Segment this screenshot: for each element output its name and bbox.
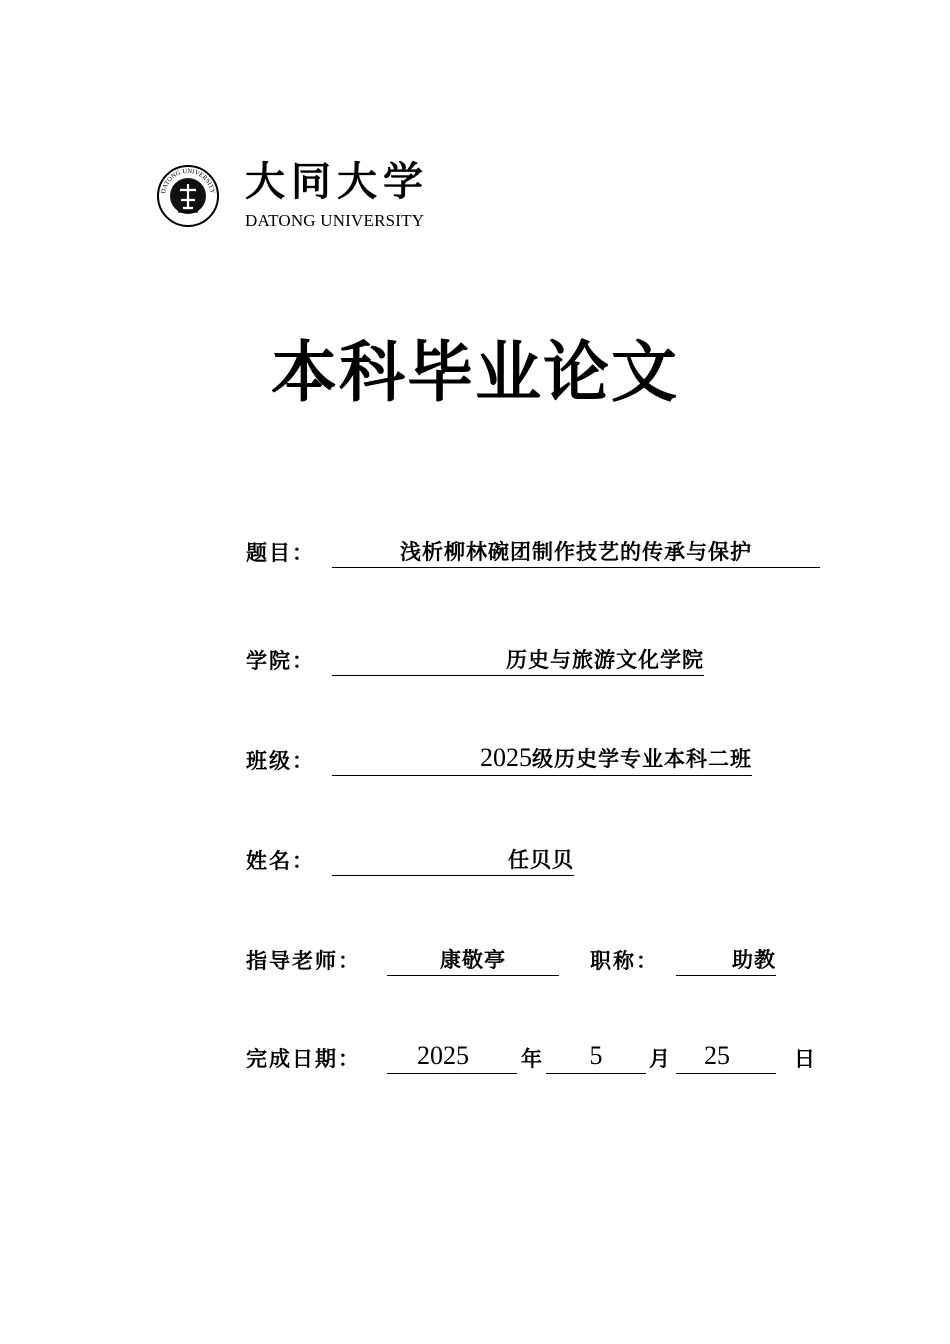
topic-value: 浅析柳林碗团制作技艺的传承与保护 (332, 542, 820, 568)
class-label: 班级： (246, 749, 315, 773)
college-row (246, 646, 726, 676)
date-month-unit: 月 (649, 1047, 670, 1071)
name-label: 姓名： (246, 849, 315, 873)
university-name-en: DATONG UNIVERSITY (245, 211, 425, 230)
date-day: 25 (676, 1043, 776, 1074)
date-month: 5 (546, 1043, 646, 1074)
date-row (246, 1041, 826, 1074)
advisor-value: 康敬亭 (387, 950, 559, 976)
class-year: 2025 (480, 743, 532, 772)
advisor-title-label: 职称： (590, 949, 659, 973)
class-value (332, 745, 752, 776)
name-value: 任贝贝 (332, 850, 574, 876)
advisor-label: 指导老师： (246, 949, 361, 973)
topic-label: 题目： (246, 541, 315, 565)
name-row (246, 846, 586, 876)
seal-text: DATONG UNIVERSITY (160, 167, 216, 195)
topic-row (246, 538, 826, 568)
university-name-cn: 大同大学 (245, 158, 429, 205)
date-year-unit: 年 (521, 1047, 542, 1071)
college-value: 历史与旅游文化学院 (332, 650, 704, 676)
page-title: 本科毕业论文 (271, 334, 679, 411)
date-year: 2025 (387, 1043, 517, 1074)
college-label: 学院： (246, 649, 315, 673)
date-label: 完成日期： (246, 1047, 361, 1071)
class-text: 级历史学专业本科二班 (532, 747, 752, 771)
date-day-unit: 日 (794, 1047, 815, 1071)
advisor-title-value: 助教 (676, 950, 776, 976)
class-row (246, 743, 766, 776)
university-seal (156, 164, 220, 228)
advisor-row (246, 946, 786, 976)
